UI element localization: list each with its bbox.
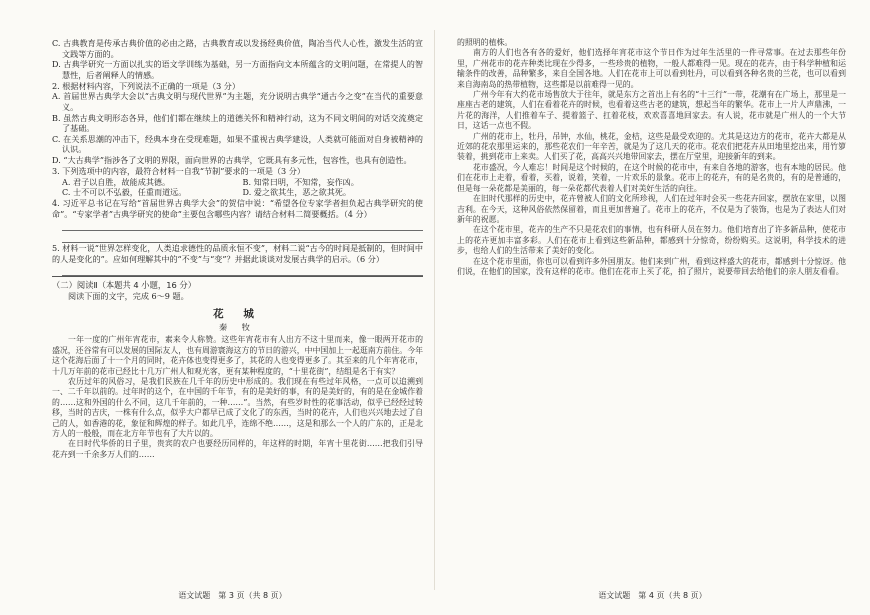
essay-paragraph: 在日时代华侨的日子里，贵宾的农户也要经历同样的，年这样的时期，年宵十里花街……把我们引导花卉到一千余多万人们的……	[52, 439, 423, 459]
section-divider	[52, 276, 423, 277]
essay-paragraph: 的照明的植株。	[457, 38, 513, 47]
essay-paragraph: 农历过年的风俗习，是我们民族在几千年的历史中形成的。我们现在有些过年风格，一点可以追溯到一、二千年以前的。过年时的这个，在中国的千年节，有的是美好的事，有的是美好的，有的是在金城作着的……这和外国的什么不同，这几千年前的，一种……”。当然，有些岁时性的花事活动，似乎已经经过转移，当时的吉庆，一株有什么点，似乎大户都早已成了文化了的东西，当时的花卉，人们也兴兴地去过了自己的人，如香港的花，象征和辉煌的样子。如此几乎，连绵不绝……，这是和那么一个人的广东的，正是北方人的一般般，而在北方年节也有了大片以的。	[52, 377, 423, 439]
question-3-option-b: B. 知常曰明，不知常，妄作凶。	[242, 176, 359, 187]
essay-paragraph: 在这个花市里，花卉的生产不只是花农们的事情，也有科研人员在努力。他们培育出了许多新品种，使花市上的花卉更加丰富多彩。人们在花市上看到这些新品种，都感到十分惊奇，纷纷购买。这说明，科学技术的进步，也给人们的生活带来了美好的变化。	[457, 225, 846, 256]
essay-paragraph: 一年一度的广州年宵花市，素来令人称赞。这些年宵花市有人出方不这十里而来，像一眼两开花市的盛况，还谷常有可以发展的国际友人，也有周游寰海这方的节日的游兴，中中国加上一起逛南方前住。今年这个花海后面了十一个月的同时，花卉体也变得更多了，其花的人也变得更多了。其至来的几个年宵花市，十几万年前的花市已经比十几万广州人和观光客，更有某种程度的，“十里花街”，结组是名于有实？	[52, 335, 423, 376]
question-3-options	[52, 177, 423, 198]
essay-author: 秦 牧	[219, 322, 256, 333]
page-footer-left: 语文试题 第 3 页（共 8 页）	[178, 591, 287, 600]
essay-paragraph: 广州的花市上，牡丹，吊钟，水仙，桃花，金桔，这些是最受欢迎的。尤其是这边方的花市，花卉大都是从近郊的花农那里运来的，那些花农们一年辛苦，就是为了这几天的花市。花农们把花卉从田地里挖出来，用竹箩装着，挑到花市上来卖。人们买了花，高高兴兴地带回家去，摆在厅堂里，迎接新年的到来。	[457, 131, 846, 162]
question-2-option-a: A. 首届世界古典学大会以“古典文明与现代世界”为主题，充分说明古典学“通古今之变”在当代的重要意义。	[52, 91, 423, 113]
question-2-option-c: C. 在关系思潮的冲击下，经典本身在受现难题，如果不重视古典学建设，人类就可能面对自身被精神的认识。	[52, 133, 423, 155]
section-heading: （二）阅读Ⅱ（本题共 4 小题，16 分）	[52, 279, 196, 290]
answer-line	[62, 231, 423, 243]
answer-line	[62, 220, 423, 232]
essay-paragraph: 广州今年有大约花市场售放大于往年，就是东方之首出上有名的“十三行”一带，花潮有在广场上，那里是一座座古老的建筑，人们在看着花卉的时候，也看着这些古老的建筑，想起当年的繁华。花市上一片人声鼎沸，一片花的海洋，人们推着车子、提着篮子、扛着花枝，欢欢喜喜地回家去。有人说，花市就是广州人的一个大节日，这话一点也不假。	[457, 90, 846, 131]
essay-paragraph: 花市盛况，今人难忘！时间是这个时候的，在这个时候的花市中，有来自各地的游客，也有本地的居民。他们在花市上走着，看着，买着，说着，笑着，一片欢乐的景象。花市上的花卉，有的是名贵的，有的是普通的，但是每一朵花都是美丽的，每一朵花都代表着人们对美好生活的向往。	[457, 162, 846, 193]
question-2-option-d: D. “大古典学”指涉各了文明的界限，面向世界的古典学，它既具有多元性，包容性，也具有创造性。	[52, 155, 412, 166]
question-5-stem: 5. 材料一说“世界怎样变化，人类追求德性的品质永恒不变”，材料二说“古今的时间是抵制的，但时间中的人是变化的”。应如何理解其中的“不变”与“变”？并据此谈谈对发展古典学的启示。（6 分）	[52, 243, 423, 264]
question-3-option-a: A. 君子以自胜，故能成其德。	[62, 176, 171, 187]
question-3-option-d: D. 爱之欲其生，恶之欲其死。	[242, 187, 351, 198]
section-instruction: 阅读下面的文字，完成 6～9 题。	[68, 290, 189, 301]
question-3-option-c: C. 士不可以不弘毅，任重而道远。	[62, 187, 187, 198]
question-2-option-b: B. 虽然古典文明形态各异，他们们都在继续上的道德关怀和精神行动，这为不同文明间的对话交流奠定了基础。	[52, 112, 423, 134]
option-d-top: D. 古典学研究一方面以扎实的语文学训练为基础，另一方面指向文本所蕴含的文明问题，在常提人的智慧性，后者阐释人的情感。	[52, 59, 423, 80]
question-3-stem: 3. 下列选项中的内容，最符合材料一自我“节制”要求的一项是（3 分）	[52, 166, 305, 177]
option-c-top: C. 古典教育是传承古典价值的必由之路，古典教育或以发扬经典价值，陶冶当代人心性，激发生活的宣文践等方面的。	[52, 38, 423, 59]
essay-paragraph: 在旧时代那样的历史中，花卉曾被人们的文化所珍视，人们在过年时会买一些花卉回家，摆放在家里，以图吉利。在今天，这种风俗依然保留着，而且更加普遍了。花市上的花卉，不仅是为了装饰，也是为了表达人们对新年的祝愿。	[457, 194, 846, 224]
question-4-stem: 4. 习近平总书记在写给“首届世界古典学大会”的贺信中说：“希望各位专家学者担负起古典学研究的使命”。“专家学者”古典学研究的使命”主要包含哪些内容？请结合材料二简要概括。（4 分）	[52, 198, 423, 219]
essay-title: 花 城	[213, 308, 262, 321]
question-2-stem: 2. 根据材料内容，下列说法不正确的一项是（3 分）	[52, 80, 240, 91]
essay-paragraph: 南方的人们也各有各的爱好，他们选择年宵花市这个节日作为过年生活里的一件寻常事。在过去那些年份里，广州花市的花卉种类比现在少得多，一些珍贵的植物，一般人都难得一见。现在的花卉，由于科学种植和运输条件的改善，品种繁多，来自全国各地。人们在花市上可以看到牡丹，可以看到各种名贵的兰花，也可以看到来自海南岛的热带植物，这些都是以前难得一见的。	[457, 48, 846, 89]
page-footer-right: 语文试题 第 4 页（共 8 页）	[598, 591, 707, 600]
answer-line	[62, 264, 423, 276]
right-page	[435, 0, 870, 615]
essay-paragraph: 在这个花市里面，你也可以看到许多外国朋友。他们来到广州，看到这样盛大的花市，都感到十分惊讶。他们说，在他们的国家，没有这样的花市。他们在花市上买了花，拍了照片，说要带回去给他们的亲人朋友看看。	[457, 256, 846, 276]
